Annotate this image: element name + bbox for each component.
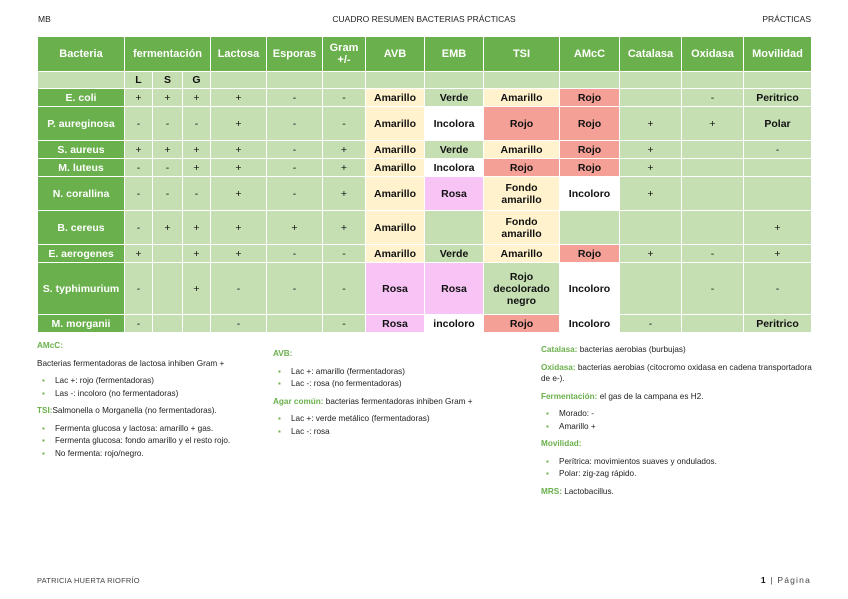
cell-amcc [560, 211, 620, 245]
note-fermentacion-title: Fermentación: [541, 391, 598, 401]
note-movilidad-title: Movilidad: [541, 439, 582, 448]
note-oxidasa-text: bacterias aerobias (citocromo oxidasa en cadena transportadora de e-). [541, 362, 812, 383]
col-header-emb: EMB [425, 37, 484, 72]
subheader-empty [38, 72, 125, 89]
cell-movilidad: Polar [744, 107, 812, 141]
cell-gram: - [323, 315, 366, 333]
cell-g [183, 315, 211, 333]
cell-lactosa: + [211, 159, 267, 177]
cell-gram: - [323, 107, 366, 141]
cell-catalasa: + [620, 177, 682, 211]
cell-esporas: - [267, 245, 323, 263]
list-item: ▪ Polar: zig-zag rápido. [559, 468, 816, 480]
row-bacteria-name: P. aureginosa [38, 107, 125, 141]
note-avb-title: AVB: [273, 349, 293, 358]
cell-emb: Verde [425, 245, 484, 263]
cell-oxidasa [682, 141, 744, 159]
row-bacteria-name: M. morganii [38, 315, 125, 333]
cell-tsi: Fondo amarillo [484, 211, 560, 245]
cell-l: + [125, 245, 153, 263]
cell-gram: + [323, 141, 366, 159]
cell-emb: Incolora [425, 107, 484, 141]
list-item: ▪ No fermenta: rojo/negro. [55, 448, 267, 460]
cell-emb: incoloro [425, 315, 484, 333]
subheader-g: G [183, 72, 211, 89]
row-bacteria-name: S. typhimurium [38, 263, 125, 315]
page-word: Página [777, 575, 811, 585]
cell-gram: - [323, 245, 366, 263]
table-row [38, 107, 812, 141]
cell-esporas: - [267, 159, 323, 177]
cell-avb: Amarillo [366, 107, 425, 141]
cell-lactosa: + [211, 141, 267, 159]
note-oxidasa-title: Oxidasa: [541, 362, 576, 372]
header-right: PRÁCTICAS [762, 14, 811, 24]
cell-catalasa: + [620, 159, 682, 177]
list-item: ▪ Lac +: rojo (fermentadoras) [55, 375, 267, 387]
cell-avb: Amarillo [366, 159, 425, 177]
notes-column-3 [541, 344, 816, 503]
note-amcc-title: AMcC: [37, 341, 63, 350]
cell-avb: Rosa [366, 315, 425, 333]
cell-g: + [183, 245, 211, 263]
cell-lactosa: + [211, 211, 267, 245]
cell-s: + [153, 211, 183, 245]
list-item: ▪ Lac +: amarillo (fermentadoras) [291, 366, 533, 378]
note-amcc-list [37, 375, 267, 399]
note-movilidad-list [541, 456, 816, 480]
cell-tsi: Rojo [484, 159, 560, 177]
list-item: ▪ Lac -: rosa [291, 426, 533, 438]
cell-lactosa: - [211, 263, 267, 315]
cell-oxidasa [682, 177, 744, 211]
col-header-esporas: Esporas [267, 37, 323, 72]
cell-tsi: Rojo decolorado negro [484, 263, 560, 315]
notes-column-2 [273, 348, 533, 443]
cell-esporas: - [267, 107, 323, 141]
col-header-catalasa: Catalasa [620, 37, 682, 72]
cell-g: - [183, 107, 211, 141]
cell-amcc: Rojo [560, 141, 620, 159]
cell-amcc: Rojo [560, 245, 620, 263]
cell-amcc: Incoloro [560, 315, 620, 333]
cell-emb [425, 211, 484, 245]
col-header-lactosa: Lactosa [211, 37, 267, 72]
cell-l: - [125, 107, 153, 141]
cell-esporas: + [267, 211, 323, 245]
cell-l: - [125, 315, 153, 333]
cell-amcc: Rojo [560, 107, 620, 141]
cell-tsi: Amarillo [484, 141, 560, 159]
cell-l: - [125, 263, 153, 315]
cell-g: + [183, 89, 211, 107]
cell-emb: Rosa [425, 263, 484, 315]
cell-avb: Amarillo [366, 141, 425, 159]
cell-catalasa: + [620, 141, 682, 159]
table-row [38, 263, 812, 315]
table-subheader-row [38, 72, 812, 89]
footer-author: PATRICIA HUERTA RIOFRÍO [37, 576, 140, 585]
list-item: ▪ Fermenta glucosa y lactosa: amarillo + gas. [55, 423, 267, 435]
cell-oxidasa [682, 159, 744, 177]
cell-movilidad [744, 177, 812, 211]
list-item: ▪ Amarillo + [559, 421, 816, 433]
table-row [38, 89, 812, 107]
cell-gram: + [323, 177, 366, 211]
list-item: ▪ Fermenta glucosa: fondo amarillo y el resto rojo. [55, 435, 267, 447]
cell-g: - [183, 177, 211, 211]
row-bacteria-name: N. corallina [38, 177, 125, 211]
subheader-s: S [153, 72, 183, 89]
cell-tsi: Rojo [484, 315, 560, 333]
table-row [38, 315, 812, 333]
table-row [38, 159, 812, 177]
col-header-fermentacion: fermentación [125, 37, 211, 72]
cell-s: - [153, 159, 183, 177]
subheader-l: L [125, 72, 153, 89]
bacteria-table [37, 36, 812, 333]
cell-l: - [125, 211, 153, 245]
page-separator: | [770, 575, 774, 585]
cell-movilidad: + [744, 211, 812, 245]
header-left: MB [38, 14, 51, 24]
page-number: 1 [760, 575, 767, 585]
cell-tsi: Amarillo [484, 89, 560, 107]
note-avb-list [273, 366, 533, 390]
cell-l: - [125, 159, 153, 177]
col-header-gram: Gram +/- [323, 37, 366, 72]
row-bacteria-name: E. coli [38, 89, 125, 107]
cell-esporas: - [267, 141, 323, 159]
cell-avb: Rosa [366, 263, 425, 315]
cell-movilidad: + [744, 245, 812, 263]
note-amcc-text: Bacterias fermentadoras de lactosa inhiben Gram + [37, 358, 225, 368]
cell-s: - [153, 107, 183, 141]
cell-gram: + [323, 159, 366, 177]
cell-avb: Amarillo [366, 89, 425, 107]
note-agar-title: Agar común: [273, 396, 324, 406]
cell-esporas [267, 315, 323, 333]
cell-movilidad: - [744, 141, 812, 159]
note-catalasa-text: bacterias aerobias (burbujas) [579, 345, 686, 354]
document-title: CUADRO RESUMEN BACTERIAS PRÁCTICAS [332, 14, 516, 24]
cell-gram: - [323, 263, 366, 315]
cell-g: + [183, 263, 211, 315]
table-row [38, 141, 812, 159]
row-bacteria-name: M. luteus [38, 159, 125, 177]
cell-gram: - [323, 89, 366, 107]
cell-amcc: Incoloro [560, 177, 620, 211]
cell-g: + [183, 159, 211, 177]
cell-tsi: Fondo amarillo [484, 177, 560, 211]
col-header-oxidasa: Oxidasa [682, 37, 744, 72]
note-agar-text: bacterias fermentadoras inhiben Gram + [325, 396, 473, 406]
col-header-avb: AVB [366, 37, 425, 72]
cell-s: + [153, 141, 183, 159]
cell-movilidad: Peritrico [744, 315, 812, 333]
cell-emb: Incolora [425, 159, 484, 177]
cell-amcc: Rojo [560, 89, 620, 107]
col-header-movilidad: Movilidad [744, 37, 812, 72]
cell-l: + [125, 89, 153, 107]
cell-s: + [153, 89, 183, 107]
cell-movilidad: Peritrico [744, 89, 812, 107]
table-header-row [38, 37, 812, 72]
cell-lactosa: - [211, 315, 267, 333]
list-item: ▪ Morado: - [559, 408, 816, 420]
note-fermentacion-list [541, 408, 816, 432]
cell-esporas: - [267, 89, 323, 107]
cell-l: - [125, 177, 153, 211]
cell-catalasa [620, 211, 682, 245]
cell-amcc: Incoloro [560, 263, 620, 315]
cell-s: - [153, 177, 183, 211]
cell-oxidasa: - [682, 245, 744, 263]
cell-gram: + [323, 211, 366, 245]
note-agar-list [273, 413, 533, 437]
table-row [38, 211, 812, 245]
cell-catalasa [620, 89, 682, 107]
cell-movilidad: - [744, 263, 812, 315]
table-row [38, 245, 812, 263]
table-row [38, 177, 812, 211]
cell-amcc: Rojo [560, 159, 620, 177]
cell-avb: Amarillo [366, 245, 425, 263]
cell-g: + [183, 211, 211, 245]
cell-s [153, 263, 183, 315]
cell-lactosa: + [211, 245, 267, 263]
note-mrs-text: Lactobacillus. [564, 486, 614, 496]
cell-lactosa: + [211, 177, 267, 211]
list-item: ▪ Lac -: rosa (no fermentadoras) [291, 378, 533, 390]
cell-l: + [125, 141, 153, 159]
note-tsi-text: Salmonella o Morganella (no fermentadoras). [52, 406, 217, 415]
cell-oxidasa [682, 315, 744, 333]
cell-emb: Verde [425, 141, 484, 159]
cell-oxidasa: - [682, 89, 744, 107]
col-header-tsi: TSI [484, 37, 560, 72]
list-item: ▪ Las -: incoloro (no fermentadoras) [55, 388, 267, 400]
row-bacteria-name: E. aerogenes [38, 245, 125, 263]
cell-s [153, 315, 183, 333]
cell-emb: Rosa [425, 177, 484, 211]
note-catalasa-title: Catalasa: [541, 345, 578, 354]
cell-catalasa: - [620, 315, 682, 333]
cell-lactosa: + [211, 107, 267, 141]
note-fermentacion-text: el gas de la campana es H2. [599, 391, 704, 401]
cell-catalasa: + [620, 245, 682, 263]
list-item: ▪ Perítrica: movimientos suaves y ondulados. [559, 456, 816, 468]
cell-oxidasa: - [682, 263, 744, 315]
col-header-bacteria: Bacteria [38, 37, 125, 72]
cell-g: + [183, 141, 211, 159]
cell-movilidad [744, 159, 812, 177]
footer-page-number [761, 575, 811, 585]
row-bacteria-name: B. cereus [38, 211, 125, 245]
cell-oxidasa: + [682, 107, 744, 141]
cell-tsi: Amarillo [484, 245, 560, 263]
cell-avb: Amarillo [366, 211, 425, 245]
cell-tsi: Rojo [484, 107, 560, 141]
cell-esporas: - [267, 263, 323, 315]
row-bacteria-name: S. aureus [38, 141, 125, 159]
cell-emb: Verde [425, 89, 484, 107]
note-tsi-title: TSI: [37, 406, 53, 415]
cell-catalasa [620, 263, 682, 315]
col-header-amcc: AMcC [560, 37, 620, 72]
cell-s [153, 245, 183, 263]
notes-column-1 [37, 340, 267, 465]
cell-oxidasa [682, 211, 744, 245]
list-item: ▪ Lac +: verde metálico (fermentadoras) [291, 413, 533, 425]
cell-avb: Amarillo [366, 177, 425, 211]
cell-lactosa: + [211, 89, 267, 107]
cell-esporas: - [267, 177, 323, 211]
cell-catalasa: + [620, 107, 682, 141]
note-mrs-title: MRS: [541, 486, 562, 496]
note-tsi-list [37, 423, 267, 460]
